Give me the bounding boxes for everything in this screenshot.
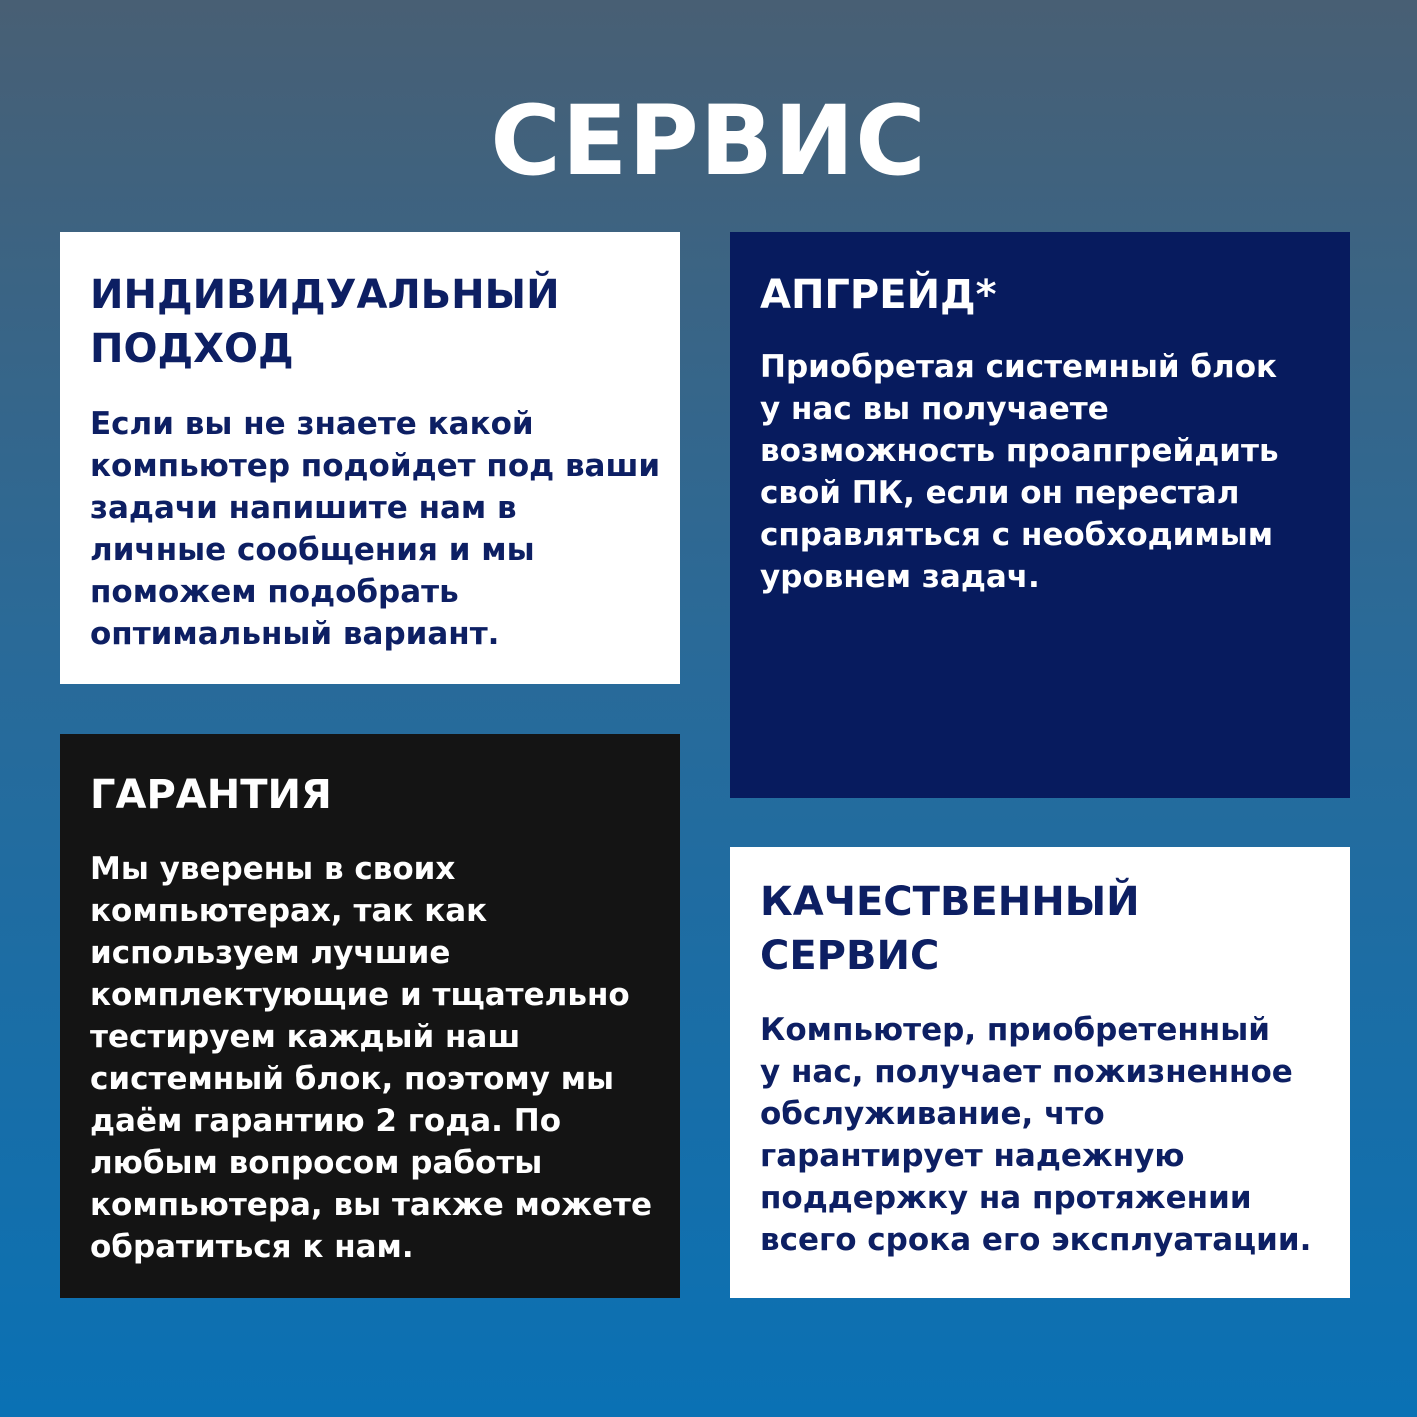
text-line: системный блок, поэтому мы xyxy=(90,1061,615,1097)
text-line: поможем подобрать xyxy=(90,574,459,610)
text-line: уровнем задач. xyxy=(760,559,1040,595)
card-heading xyxy=(90,768,650,822)
text-line: оптимальный вариант. xyxy=(90,616,500,652)
text-line: любым вопросом работы xyxy=(90,1145,543,1181)
text-line: у нас, получает пожизненное xyxy=(760,1054,1293,1090)
text-line: компьютер подойдет под ваши xyxy=(90,448,661,484)
text-line: комплектующие и тщательно xyxy=(90,977,630,1013)
card-upgrade xyxy=(730,232,1350,798)
card-text xyxy=(90,403,661,655)
text-line: поддержку на протяжении xyxy=(760,1180,1252,1216)
heading-line: ИНДИВИДУАЛЬНЫЙ xyxy=(90,272,560,318)
warranty-period: 2 года. xyxy=(375,1103,503,1139)
text-line: задачи напишите нам в xyxy=(90,490,517,526)
text-line: компьютерах, так как xyxy=(90,893,488,929)
heading-line: ГАРАНТИЯ xyxy=(90,772,332,818)
heading-line: КАЧЕСТВЕННЫЙ xyxy=(760,879,1140,925)
text-line: гарантирует надежную xyxy=(760,1138,1185,1174)
heading-line: АПГРЕЙД* xyxy=(760,272,997,318)
card-warranty xyxy=(60,734,680,1298)
page-title: СЕРВИС xyxy=(490,85,927,197)
card-text xyxy=(760,346,1320,598)
text-line: всего срока его эксплуатации. xyxy=(760,1222,1312,1258)
card-heading xyxy=(760,268,1320,322)
text-line: личные сообщения и мы xyxy=(90,532,535,568)
text-line: тестируем каждый наш xyxy=(90,1019,521,1055)
card-heading xyxy=(90,268,650,376)
text-line: у нас вы получаете xyxy=(760,391,1109,427)
text-line: Компьютер, приобретенный xyxy=(760,1012,1270,1048)
text-segment: даём гарантию xyxy=(90,1103,376,1139)
text-line: используем лучшие xyxy=(90,935,451,971)
text-line: обслуживание, что xyxy=(760,1096,1105,1132)
card-individual-approach xyxy=(60,232,680,684)
text-line: Если вы не знаете какой xyxy=(90,406,534,442)
text-line: обратиться к нам. xyxy=(90,1229,414,1265)
card-heading xyxy=(760,875,1320,983)
heading-line: СЕРВИС xyxy=(760,933,940,979)
card-quality-service xyxy=(730,847,1350,1298)
heading-line: ПОДХОД xyxy=(90,326,294,372)
text-line: Мы уверены в своих xyxy=(90,851,456,887)
card-text xyxy=(760,1009,1320,1261)
text-line: Приобретая системный блок xyxy=(760,349,1278,385)
text-line: свой ПК, если он перестал xyxy=(760,475,1240,511)
card-text xyxy=(90,848,653,1268)
text-line: возможность проапгрейдить xyxy=(760,433,1279,469)
text-line: компьютера, вы также можете xyxy=(90,1187,653,1223)
text-line xyxy=(90,1100,650,1142)
text-line: справляться с необходимым xyxy=(760,517,1274,553)
text-segment: По xyxy=(502,1103,562,1139)
